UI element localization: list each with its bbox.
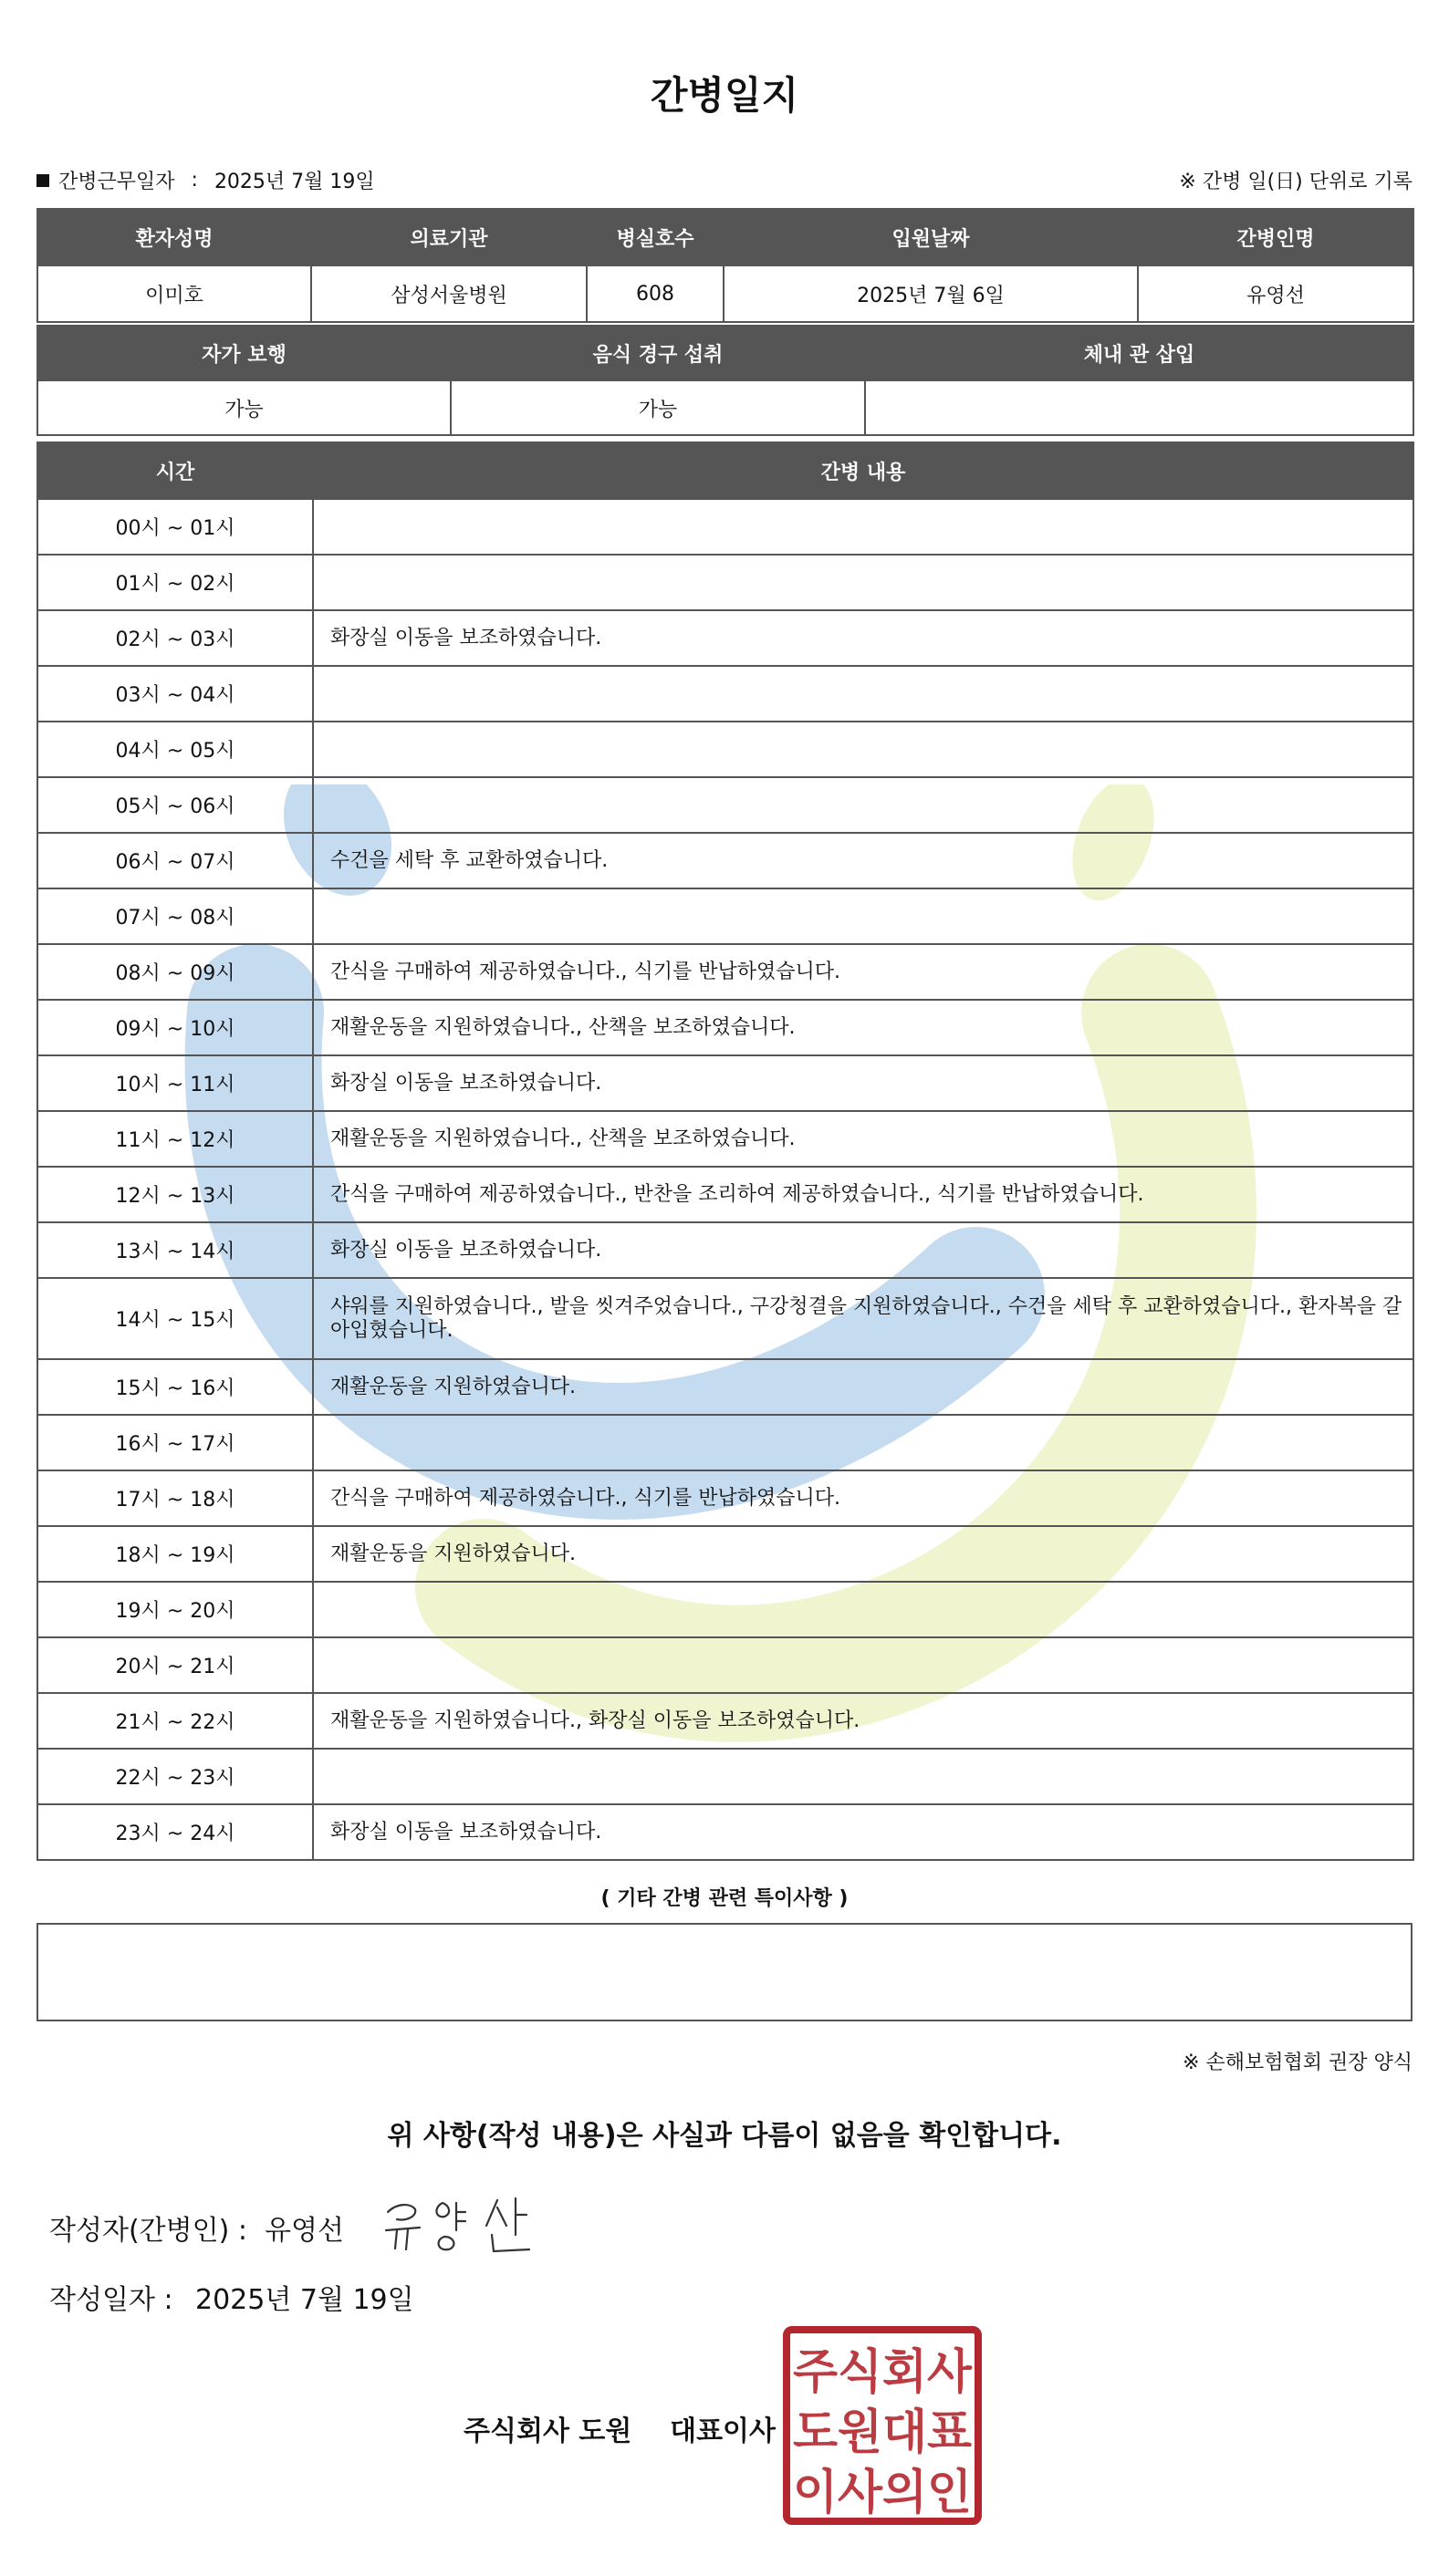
- table-row: [37, 1749, 1413, 1804]
- table-row: [37, 1470, 1413, 1526]
- time-slot: 14시 ~ 15시: [37, 1278, 313, 1359]
- care-content: 재활운동을 지원하였습니다.: [313, 1359, 1413, 1415]
- confirmation-statement: 위 사항(작성 내용)은 사실과 다름이 없음을 확인합니다.: [387, 2120, 1062, 2152]
- date-label: 작성일자 :: [49, 2284, 173, 2316]
- tube-header: 체내 관 삽입: [865, 326, 1413, 380]
- care-content: 수건을 세탁 후 교환하였습니다.: [313, 833, 1413, 888]
- hospital-header: 의료기관: [311, 209, 587, 265]
- time-slot: 17시 ~ 18시: [37, 1470, 313, 1526]
- time-slot: 18시 ~ 19시: [37, 1526, 313, 1582]
- care-content: [313, 499, 1413, 555]
- time-slot: 21시 ~ 22시: [37, 1693, 313, 1749]
- table-row: [37, 1167, 1413, 1222]
- care-content: 화장실 이동을 보조하였습니다.: [313, 1222, 1413, 1278]
- patient-status-table: [36, 325, 1414, 436]
- care-content: 화장실 이동을 보조하였습니다.: [313, 1055, 1413, 1111]
- table-row: [37, 610, 1413, 666]
- time-slot: 02시 ~ 03시: [37, 610, 313, 666]
- tube-value: [865, 380, 1413, 435]
- care-content: 간식을 구매하여 제공하였습니다., 식기를 반납하였습니다.: [313, 1470, 1413, 1526]
- patient-name: 이미호: [37, 265, 311, 322]
- care-content: 화장실 이동을 보조하였습니다.: [313, 1804, 1413, 1860]
- table-row: [37, 555, 1413, 610]
- care-content: 재활운동을 지원하였습니다., 산책을 보조하였습니다.: [313, 1000, 1413, 1055]
- care-log-table: [36, 441, 1414, 1861]
- svg-text:주식회사: 주식회사: [793, 2345, 973, 2400]
- care-content: [313, 555, 1413, 610]
- time-slot: 15시 ~ 16시: [37, 1359, 313, 1415]
- time-slot: 22시 ~ 23시: [37, 1749, 313, 1804]
- time-slot: 11시 ~ 12시: [37, 1111, 313, 1167]
- remarks-label: ( 기타 간병 관련 특이사항 ): [600, 1887, 849, 1910]
- date-value: 2025년 7월 19일: [195, 2284, 414, 2316]
- care-content: 샤워를 지원하였습니다., 발을 씻겨주었습니다., 구강청결을 지원하였습니다., 수건을 세탁 후 교환하였습니다., 환자복을 갈아입혔습니다.: [313, 1278, 1413, 1359]
- care-content: [313, 1415, 1413, 1470]
- time-slot: 08시 ~ 09시: [37, 944, 313, 1000]
- care-content: 화장실 이동을 보조하였습니다.: [313, 610, 1413, 666]
- care-content: [313, 777, 1413, 833]
- unit-note: ※ 간병 일(日) 단위로 기록: [1179, 171, 1413, 193]
- table-row: [37, 1222, 1413, 1278]
- svg-text:도원대표: 도원대표: [793, 2405, 972, 2460]
- care-content: 재활운동을 지원하였습니다., 산책을 보조하였습니다.: [313, 1111, 1413, 1167]
- time-slot: 00시 ~ 01시: [37, 499, 313, 555]
- time-slot: 19시 ~ 20시: [37, 1582, 313, 1637]
- care-content: [313, 722, 1413, 777]
- time-slot: 13시 ~ 14시: [37, 1222, 313, 1278]
- table-row: [37, 1693, 1413, 1749]
- time-header: 시간: [37, 442, 313, 499]
- time-slot: 06시 ~ 07시: [37, 833, 313, 888]
- care-content: [313, 888, 1413, 944]
- walking-value: 가능: [37, 380, 451, 435]
- care-content: [313, 1582, 1413, 1637]
- room-number: 608: [587, 265, 724, 322]
- caregiver-name: 유영선: [1138, 265, 1413, 322]
- caregiver-header: 간병인명: [1138, 209, 1413, 265]
- care-content: 재활운동을 지원하였습니다.: [313, 1526, 1413, 1582]
- care-content: 간식을 구매하여 제공하였습니다., 식기를 반납하였습니다.: [313, 944, 1413, 1000]
- page-title: 간병일지: [650, 73, 799, 118]
- time-slot: 09시 ~ 10시: [37, 1000, 313, 1055]
- writer-label: 작성자(간병인) :: [49, 2215, 247, 2247]
- hospital: 삼성서울병원: [311, 265, 587, 322]
- room-header: 병실호수: [587, 209, 724, 265]
- oral-intake-header: 음식 경구 섭취: [451, 326, 865, 380]
- handwritten-signature: [379, 2189, 552, 2262]
- remarks-box: [36, 1923, 1413, 2021]
- care-content: [313, 1749, 1413, 1804]
- table-row: [37, 1055, 1413, 1111]
- time-slot: 01시 ~ 02시: [37, 555, 313, 610]
- time-slot: 16시 ~ 17시: [37, 1415, 313, 1470]
- table-row: [37, 1804, 1413, 1860]
- table-row: [37, 1278, 1413, 1359]
- square-bullet-icon: [36, 174, 49, 187]
- work-date-separator: :: [191, 169, 198, 192]
- table-row: [37, 1359, 1413, 1415]
- svg-text:이사의인: 이사의인: [793, 2466, 972, 2520]
- table-row: [37, 833, 1413, 888]
- oral-intake-value: 가능: [451, 380, 865, 435]
- table-row: [37, 499, 1413, 555]
- table-row: [37, 944, 1413, 1000]
- writer-name: 유영선: [265, 2215, 344, 2247]
- table-row: [37, 1637, 1413, 1693]
- table-row: [37, 1526, 1413, 1582]
- table-row: [37, 888, 1413, 944]
- company-seal-stamp: [781, 2324, 984, 2527]
- time-slot: 20시 ~ 21시: [37, 1637, 313, 1693]
- table-row: [37, 777, 1413, 833]
- company-representative: 주식회사 도원 대표이사: [464, 2415, 777, 2447]
- table-row: [37, 666, 1413, 722]
- table-row: [37, 1415, 1413, 1470]
- table-row: [37, 1000, 1413, 1055]
- walking-header: 자가 보행: [37, 326, 451, 380]
- table-row: [37, 722, 1413, 777]
- patient-info-table: [36, 208, 1414, 323]
- time-slot: 12시 ~ 13시: [37, 1167, 313, 1222]
- admission-date-header: 입원날짜: [724, 209, 1138, 265]
- time-slot: 04시 ~ 05시: [37, 722, 313, 777]
- care-content: [313, 1637, 1413, 1693]
- time-slot: 23시 ~ 24시: [37, 1804, 313, 1860]
- work-date-value: 2025년 7월 19일: [214, 171, 375, 193]
- care-content: 간식을 구매하여 제공하였습니다., 반찬을 조리하여 제공하였습니다., 식기를 반납하였습니다.: [313, 1167, 1413, 1222]
- care-content: [313, 666, 1413, 722]
- time-slot: 03시 ~ 04시: [37, 666, 313, 722]
- table-row: [37, 1582, 1413, 1637]
- patient-name-header: 환자성명: [37, 209, 311, 265]
- work-date-label: 간병근무일자: [58, 171, 175, 193]
- time-slot: 10시 ~ 11시: [37, 1055, 313, 1111]
- form-note: ※ 손해보험협회 권장 양식: [1183, 2051, 1413, 2074]
- content-header: 간병 내용: [313, 442, 1413, 499]
- table-row: [37, 1111, 1413, 1167]
- time-slot: 05시 ~ 06시: [37, 777, 313, 833]
- work-date: [36, 166, 375, 194]
- time-slot: 07시 ~ 08시: [37, 888, 313, 944]
- care-content: 재활운동을 지원하였습니다., 화장실 이동을 보조하였습니다.: [313, 1693, 1413, 1749]
- admission-date: 2025년 7월 6일: [724, 265, 1138, 322]
